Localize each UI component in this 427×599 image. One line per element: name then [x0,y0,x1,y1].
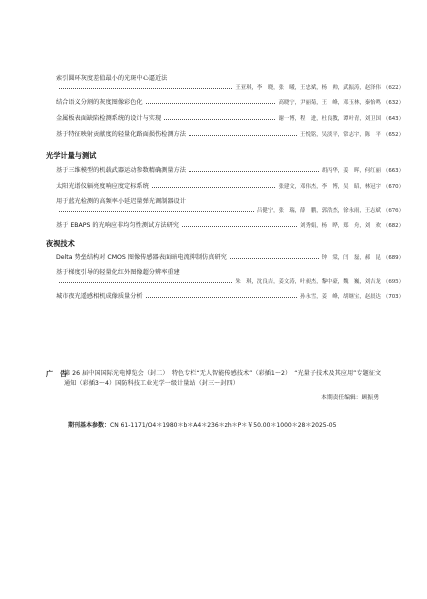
advertisement-label: 广 告 [46,370,67,378]
toc-entry[interactable] [56,97,404,108]
entry-page: （652） [382,132,404,138]
toc-entry[interactable] [56,129,404,140]
entry-title: 用于蓝光检测的高频率小延迟量弹光调制器设计 [56,198,186,205]
toc-entry[interactable] [56,252,404,263]
leader-dots [59,206,254,212]
leader-dots [146,291,297,298]
entry-page: （689） [382,255,404,261]
toc-entry[interactable] [56,74,404,92]
leader-dots [164,113,275,120]
toc-section-image-processing [56,74,404,145]
entry-authors: 朱 琪，沈良吉，姜文涛，叶昶杰，黎中豪，魏 巍，刘吉龙 [235,279,381,285]
section-title-optical-metrology: 光学计量与测试 [46,151,97,160]
entry-page: （670） [382,184,404,190]
entry-title: 基于三维模型的机载武器运动参数精确测量方法 [56,167,186,174]
entry-title: 基于特征映射贡献度的轻量化路面损伤检测方法 [56,131,186,138]
leader-dots [189,165,319,172]
entry-page: （676） [382,208,404,214]
entry-title: 基于梯度引导的轻量化红外图像超分辨率重建 [56,269,180,276]
entry-title: Delta 势垒结构对 CMOS 图像传感器表面暗电流抑制仿真研究 [56,254,227,261]
entry-authors: 高晓宁，尹丽菊，王 峰，邓玉林，秦怡鸣 [278,100,381,106]
entry-title: 基于 EBAPS 的光响应非均匀性测试方法研究 [56,222,179,229]
entry-page: （695） [382,279,404,285]
toc-entry[interactable] [56,165,404,176]
entry-page: （643） [382,116,404,122]
entry-page: （632） [382,100,404,106]
leader-dots [59,83,232,89]
journal-parameters-label: 期刊基本参数： [68,422,111,429]
advertisement-notice [46,369,386,389]
entry-authors: 钟 棠，闫 磊，郝 昆 [321,255,381,261]
toc-entry[interactable] [56,181,404,192]
entry-page: （622） [382,85,404,91]
toc-section-night-vision [56,252,404,307]
entry-authors: 王悦铭，吴淡平，常志宇，陈 平 [300,132,381,138]
advertisement-text: 第 26 届中国国际光电博览会（封二） 特色专栏“无人智能传感技术”（彩插1～2） “光量子技术及其应用”专题征文通知（彩插3～4）国防科技工业光学一级计量站（封三～封四） [64,370,382,387]
entry-page: （703） [382,294,404,300]
toc-entry[interactable] [56,197,404,215]
leader-dots [182,220,297,227]
entry-page: （663） [382,168,404,174]
entry-title: 结合语义分割的灰度图像彩色化 [56,99,143,106]
toc-entry[interactable] [56,220,404,231]
responsible-editor: 本期责任编辑：顾振勇 [321,395,379,401]
leader-dots [189,129,297,136]
entry-title: 金属板表面缺陷检测系统的设计与实现 [56,115,162,122]
section-title-night-vision: 夜视技术 [46,239,75,248]
toc-entry[interactable] [56,268,404,286]
leader-dots [152,181,276,188]
entry-authors: 孙永雪，姜 峰，胡继宝，赵晨达 [300,294,381,300]
toc-entry[interactable] [56,113,404,124]
entry-authors: 刘秀娟，杨 晔，郑 舟，刘 欢 [300,223,381,229]
entry-authors: 谢一博，程 进，杜良教，谭叶青，刘卫国 [278,116,381,122]
leader-dots [146,97,276,104]
leader-dots [59,277,232,283]
entry-authors: 张建文，邓伟杰，李 博，吴 昭，林冠宇 [278,184,381,190]
leader-dots [230,252,319,259]
entry-authors: 吕健宁，张 瑞，薛 鹏，郭浩杰，徐永雨，王志斌 [256,208,381,214]
entry-title: 太阳光谱仪辐亮度响应度定标系统 [56,183,149,190]
entry-title: 索引圆环灰度差值最小的光斑中心逼近法 [56,75,168,82]
toc-section-optical-metrology [56,165,404,236]
entry-title: 城市夜光遥感相机成像质量分析 [56,293,143,300]
journal-parameters-value: CN 61-1171/O4＊1980＊b＊A4＊236＊zh＊P＊￥50.00＊1000＊28＊2025-05 [110,422,337,429]
entry-authors: 胡丙华，姜 晖，何红丽 [321,168,381,174]
journal-parameters [68,420,336,429]
entry-authors: 王亚琪，李 晓，张 曦，王忠斌，杨 帅，武振涛，赵泽伟 [235,85,381,91]
toc-entry[interactable] [56,291,404,302]
entry-page: （682） [382,223,404,229]
